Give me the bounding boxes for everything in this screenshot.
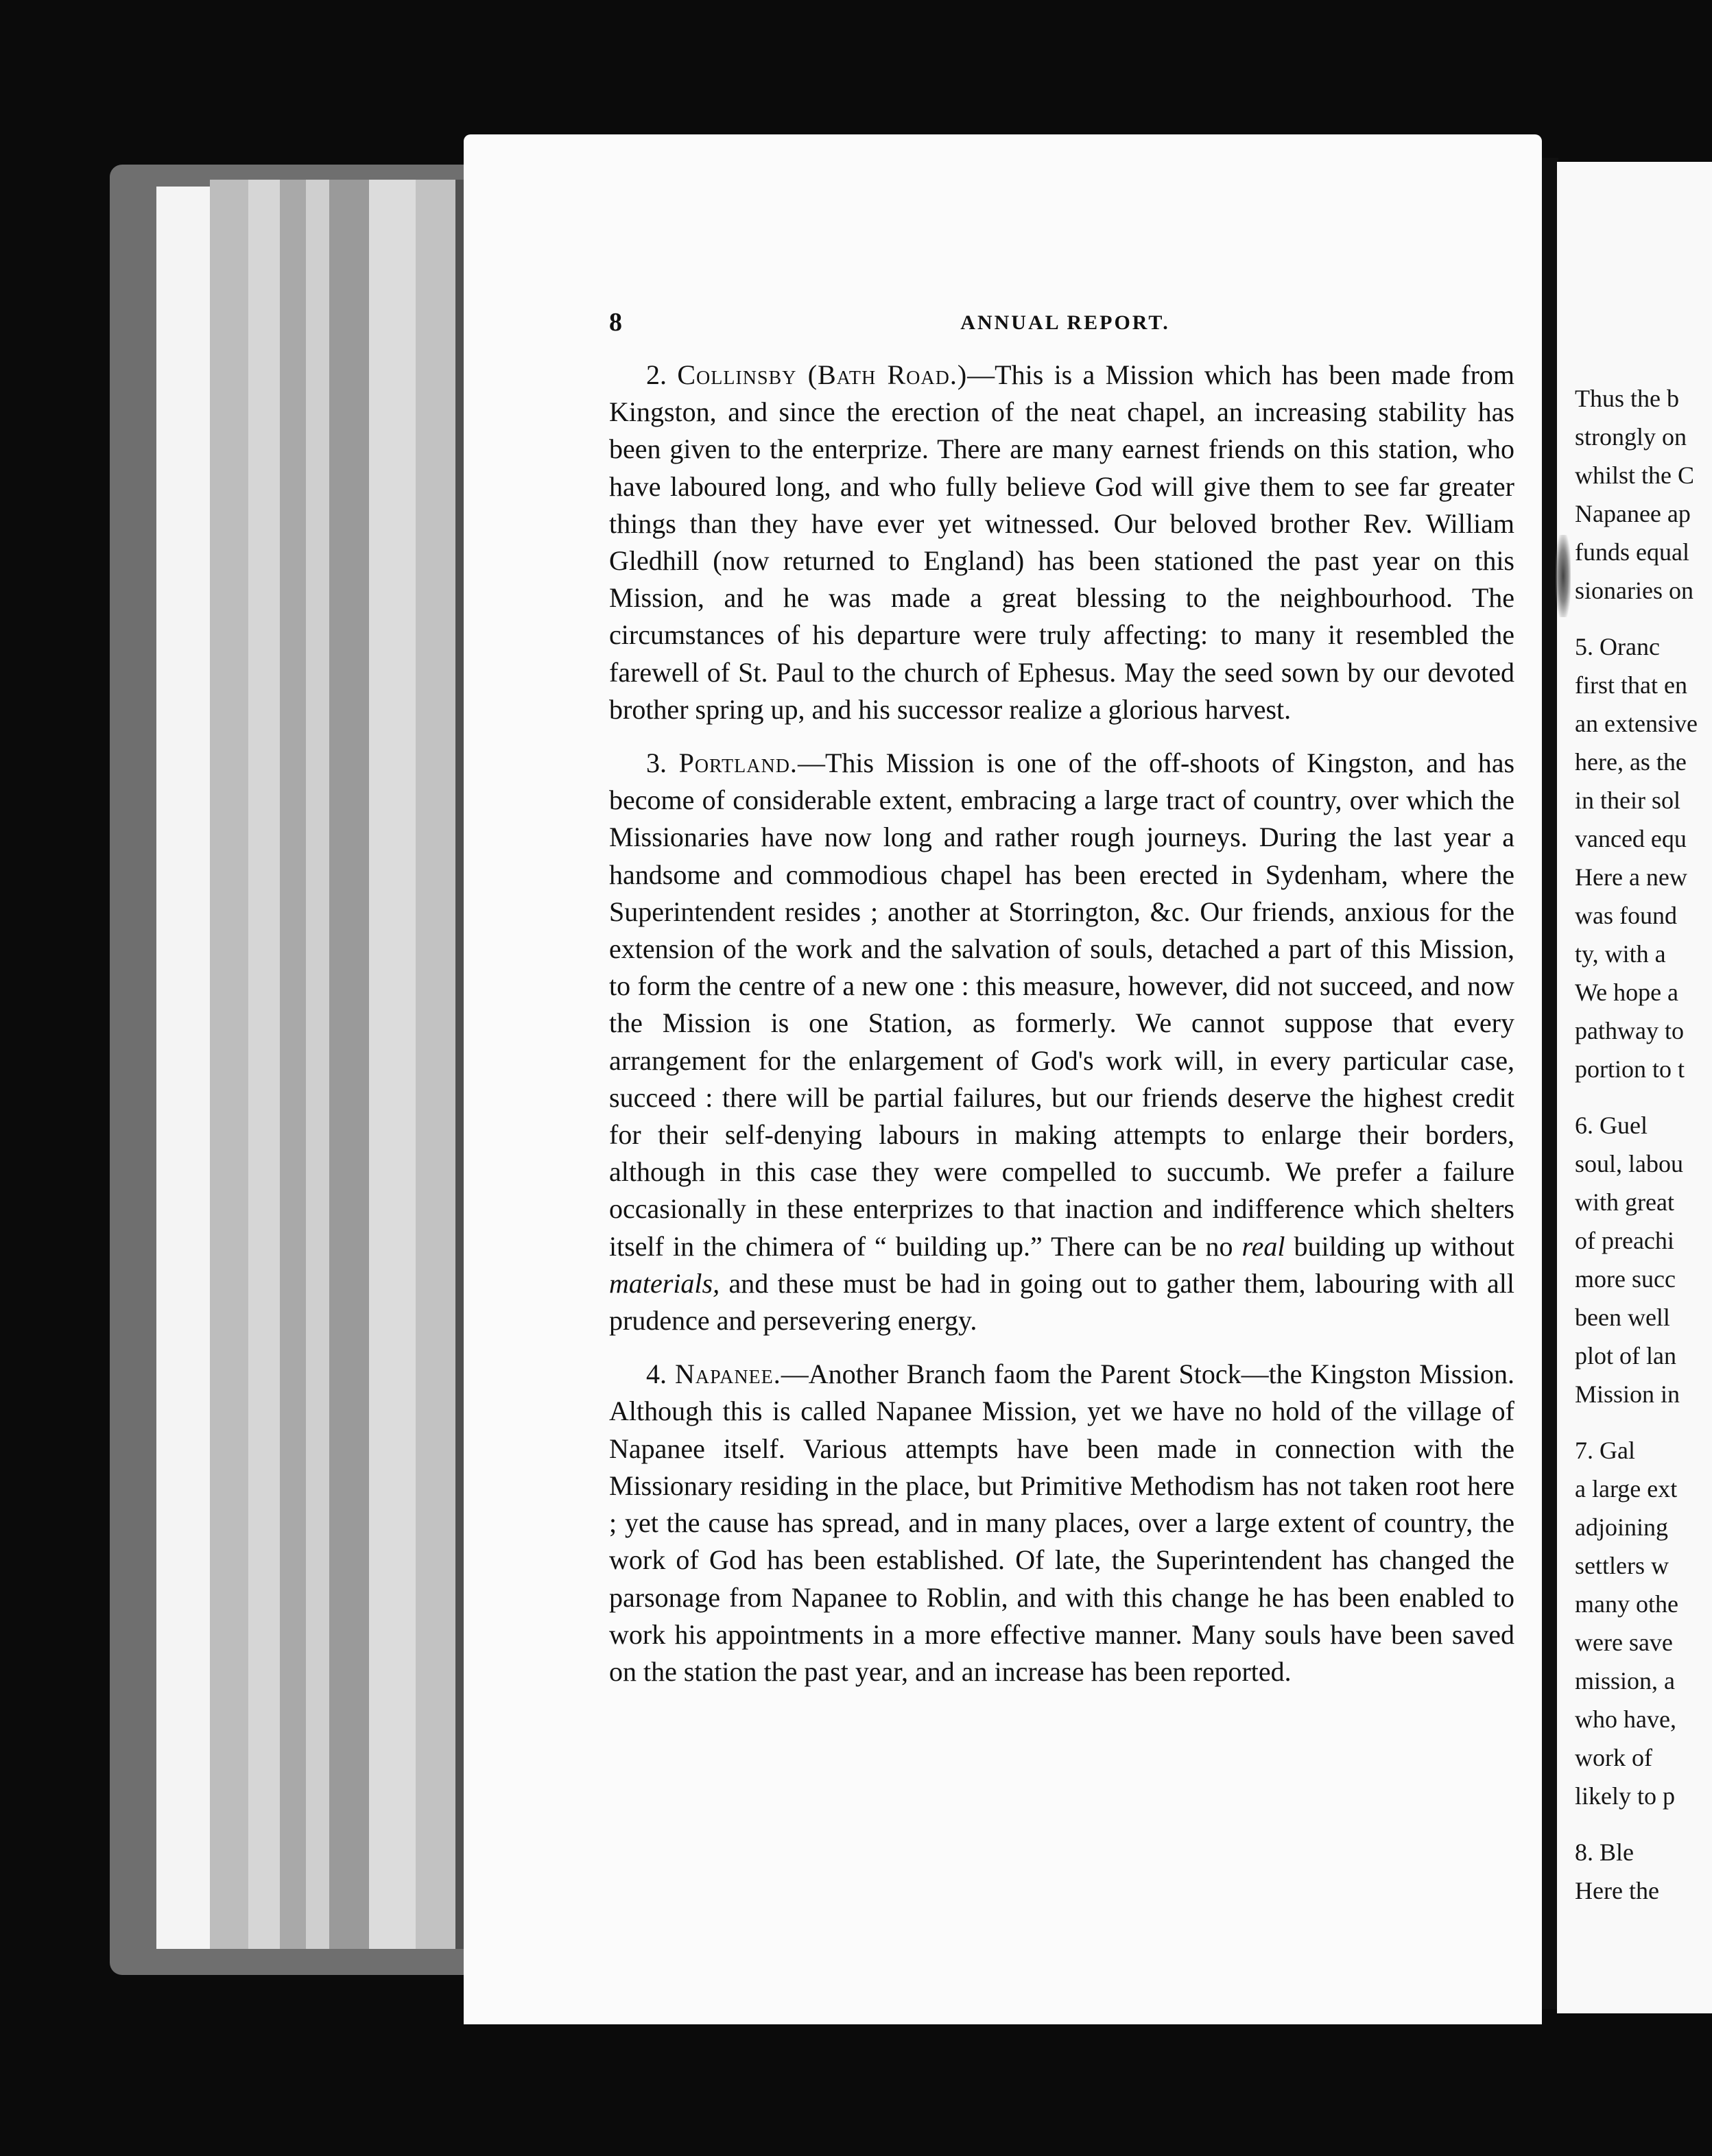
facing-page-line: Napanee ap: [1575, 500, 1691, 527]
facing-page-line: 6. Guel: [1575, 1112, 1648, 1139]
facing-page-line: a large ext: [1575, 1475, 1678, 1502]
report-body: [609, 357, 1514, 1707]
facing-page-line: strongly on: [1575, 423, 1687, 451]
section-heading: Collinsby (Bath Road.): [677, 359, 968, 390]
section-number: 3.: [646, 747, 667, 779]
emphasis-materials: materials,: [609, 1267, 720, 1299]
facing-page-line: funds equal: [1575, 538, 1689, 566]
facing-page-line: been well: [1575, 1304, 1670, 1331]
section-text-continued: building up without: [1285, 1230, 1514, 1262]
facing-page-line: was found: [1575, 902, 1677, 929]
facing-page-line: first that en: [1575, 671, 1687, 699]
facing-page-line: more succ: [1575, 1265, 1676, 1293]
facing-page-line: likely to p: [1575, 1782, 1675, 1810]
facing-page-line: sionaries on: [1575, 577, 1693, 604]
section-number: 2.: [646, 359, 667, 390]
facing-page-line: mission, a: [1575, 1667, 1676, 1694]
facing-page-fragment: [1557, 162, 1712, 2013]
facing-page-line: 8. Ble: [1575, 1838, 1634, 1866]
facing-page-line: 5. Oranc: [1575, 633, 1660, 660]
facing-page-line: with great: [1575, 1188, 1674, 1216]
facing-page-line: ty, with a: [1575, 940, 1666, 968]
facing-page-line: in their sol: [1575, 787, 1680, 814]
facing-page-line: plot of lan: [1575, 1342, 1676, 1369]
section-napanee: [609, 1356, 1514, 1690]
section-number: 4.: [646, 1358, 667, 1390]
page-edge: [306, 180, 331, 1949]
facing-page-line: Here a new: [1575, 863, 1687, 891]
facing-page-line: portion to t: [1575, 1055, 1685, 1083]
facing-page-line: Here the: [1575, 1877, 1659, 1904]
facing-page-line: settlers w: [1575, 1552, 1669, 1579]
facing-page-line: of preachi: [1575, 1227, 1674, 1254]
section-text: —This Mission is one of the off-shoots of Kingston, and has become of considerable extent, embracing a large tract of country, over which the Missionaries have now long and rather rough journeys. During the last year a handsome and commodious chapel has been erected in Sydenham, where the Superintendent resides ; another at Storrington, &c. Our friends, anxious for the extension of the work and the salvation of souls, detached a part of this Mission, to form the centre of a new one : this measure, however, did not succeed, and now the Mission is one Station, as formerly. We cannot suppose that every arrangement for the enlargement of God's work will, in every particular case, succeed : there will be partial failures, but our friends deserve the highest credit for their self-denying labours in making attempts to enlarge their borders, although in this case they were compelled to succumb. We prefer a failure occasionally in these enterprizes to that inaction and indifference which shelters itself in the chimera of “ building up.” There can be no: [609, 747, 1515, 1262]
page-edge: [329, 180, 370, 1949]
facing-page-line: We hope a: [1575, 979, 1679, 1006]
facing-page-line: vanced equ: [1575, 825, 1687, 852]
facing-page-line: here, as the: [1575, 748, 1687, 776]
page-edge: [369, 180, 417, 1949]
section-text-end: and these must be had in going out to gather them, labouring with all prudence and persevering energy.: [609, 1267, 1514, 1337]
book-gutter: [1542, 158, 1558, 2009]
page-number: 8: [609, 308, 622, 337]
facing-page-line: work of: [1575, 1744, 1652, 1771]
page-edge: [280, 180, 307, 1949]
page-edge: [416, 180, 457, 1949]
ink-smudge: [1556, 535, 1571, 617]
page-edge: [210, 180, 250, 1949]
section-collinsby: [609, 357, 1514, 728]
page-edge: [156, 187, 211, 1949]
facing-page-line: Mission in: [1575, 1380, 1680, 1408]
facing-page-line: Thus the b: [1575, 385, 1679, 412]
running-head-title: ANNUAL REPORT.: [960, 311, 1170, 334]
facing-page-line: 7. Gal: [1575, 1437, 1635, 1464]
facing-page-line: adjoining: [1575, 1513, 1668, 1541]
facing-page-line: an extensive: [1575, 710, 1698, 737]
section-heading: Portland.: [678, 747, 798, 779]
facing-page-line: many othe: [1575, 1590, 1678, 1618]
emphasis-real: real: [1241, 1230, 1285, 1262]
facing-page-line: whilst the C: [1575, 462, 1695, 489]
section-text: —Another Branch faom the Parent Stock—the Kingston Mission. Although this is called Napanee Mission, yet we have no hold of the village of Napanee itself. Various attempts have been made in connection with the Missionary residing in the place, but Primitive Methodism has not taken root here ; yet the cause has spread, and in many places, over a large extent of country, the work of God has been established. Of late, the Superintendent has changed the parsonage from Napanee to Roblin, and with this change he has been enabled to work his appointments in a more effective manner. Many souls have been saved on the station the past year, and an increase has been reported.: [609, 1358, 1514, 1687]
facing-page-line: pathway to: [1575, 1017, 1684, 1044]
facing-page-line: who have,: [1575, 1705, 1676, 1733]
page-edge: [248, 180, 281, 1949]
facing-page-line: soul, labou: [1575, 1150, 1683, 1177]
section-portland: [609, 745, 1514, 1339]
section-text: —This is a Mission which has been made from Kingston, and since the erection of the neat chapel, an increasing stability has been given to the enterprize. There are many earnest friends on this station, who have laboured long, and who fully believe God will give them to see far greater things than they have ever yet witnessed. Our beloved brother Rev. William Gledhill (now returned to England) has been stationed the past year on this Mission, and he was made a great blessing to the neighbourhood. The circumstances of his departure were truly affecting: to many it resembled the farewell of St. Paul to the church of Ephesus. May the seed sown by our devoted brother spring up, and his successor realize a glorious harvest.: [609, 359, 1515, 725]
section-heading: Napanee.: [674, 1358, 781, 1390]
facing-page-line: were save: [1575, 1629, 1673, 1656]
running-head: [609, 307, 1521, 340]
